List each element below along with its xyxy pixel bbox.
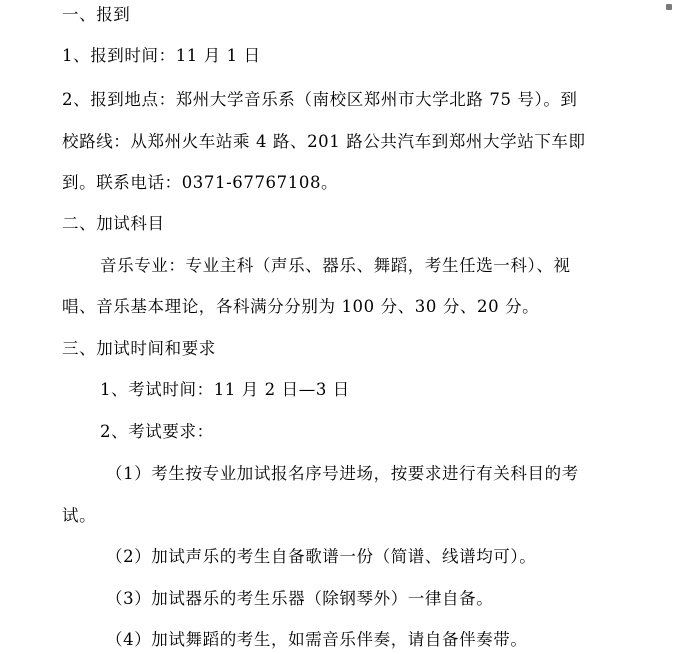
exam-requirements-heading: 2、考试要求： bbox=[100, 422, 214, 441]
requirement-1-line-1: （1）考生按专业加试报名序号进场，按要求进行有关科目的考 bbox=[106, 464, 579, 483]
subjects-text-line-2: 唱、音乐基本理论，各科满分分别为 100 分、30 分、20 分。 bbox=[62, 297, 540, 316]
requirement-2: （2）加试声乐的考生自备歌谱一份（简谱、线谱均可）。 bbox=[106, 547, 537, 566]
section-heading-registration: 一、报到 bbox=[62, 5, 131, 24]
scroll-marker-icon bbox=[666, 4, 672, 10]
subjects-text-line-1: 音乐专业：专业主科（声乐、器乐、舞蹈，考生任选一科）、视 bbox=[100, 256, 571, 275]
requirement-3: （3）加试器乐的考生乐器（除钢琴外）一律自备。 bbox=[106, 589, 494, 608]
exam-time: 1、考试时间：11 月 2 日—3 日 bbox=[100, 380, 350, 399]
requirement-1-line-2: 试。 bbox=[62, 506, 97, 525]
registration-contact: 到。联系电话：0371-67767108。 bbox=[62, 173, 339, 192]
section-heading-subjects: 二、加试科目 bbox=[62, 214, 165, 233]
requirement-4: （4）加试舞蹈的考生，如需音乐伴奏，请自备伴奏带。 bbox=[106, 630, 528, 649]
registration-location-line-2: 校路线：从郑州火车站乘 4 路、201 路公共汽车到郑州大学站下车即 bbox=[62, 132, 586, 151]
registration-location-line-1: 2、报到地点：郑州大学音乐系（南校区郑州市大学北路 75 号）。到 bbox=[62, 90, 578, 109]
section-heading-time-requirements: 三、加试时间和要求 bbox=[62, 339, 216, 358]
registration-time: 1、报到时间：11 月 1 日 bbox=[62, 46, 261, 65]
